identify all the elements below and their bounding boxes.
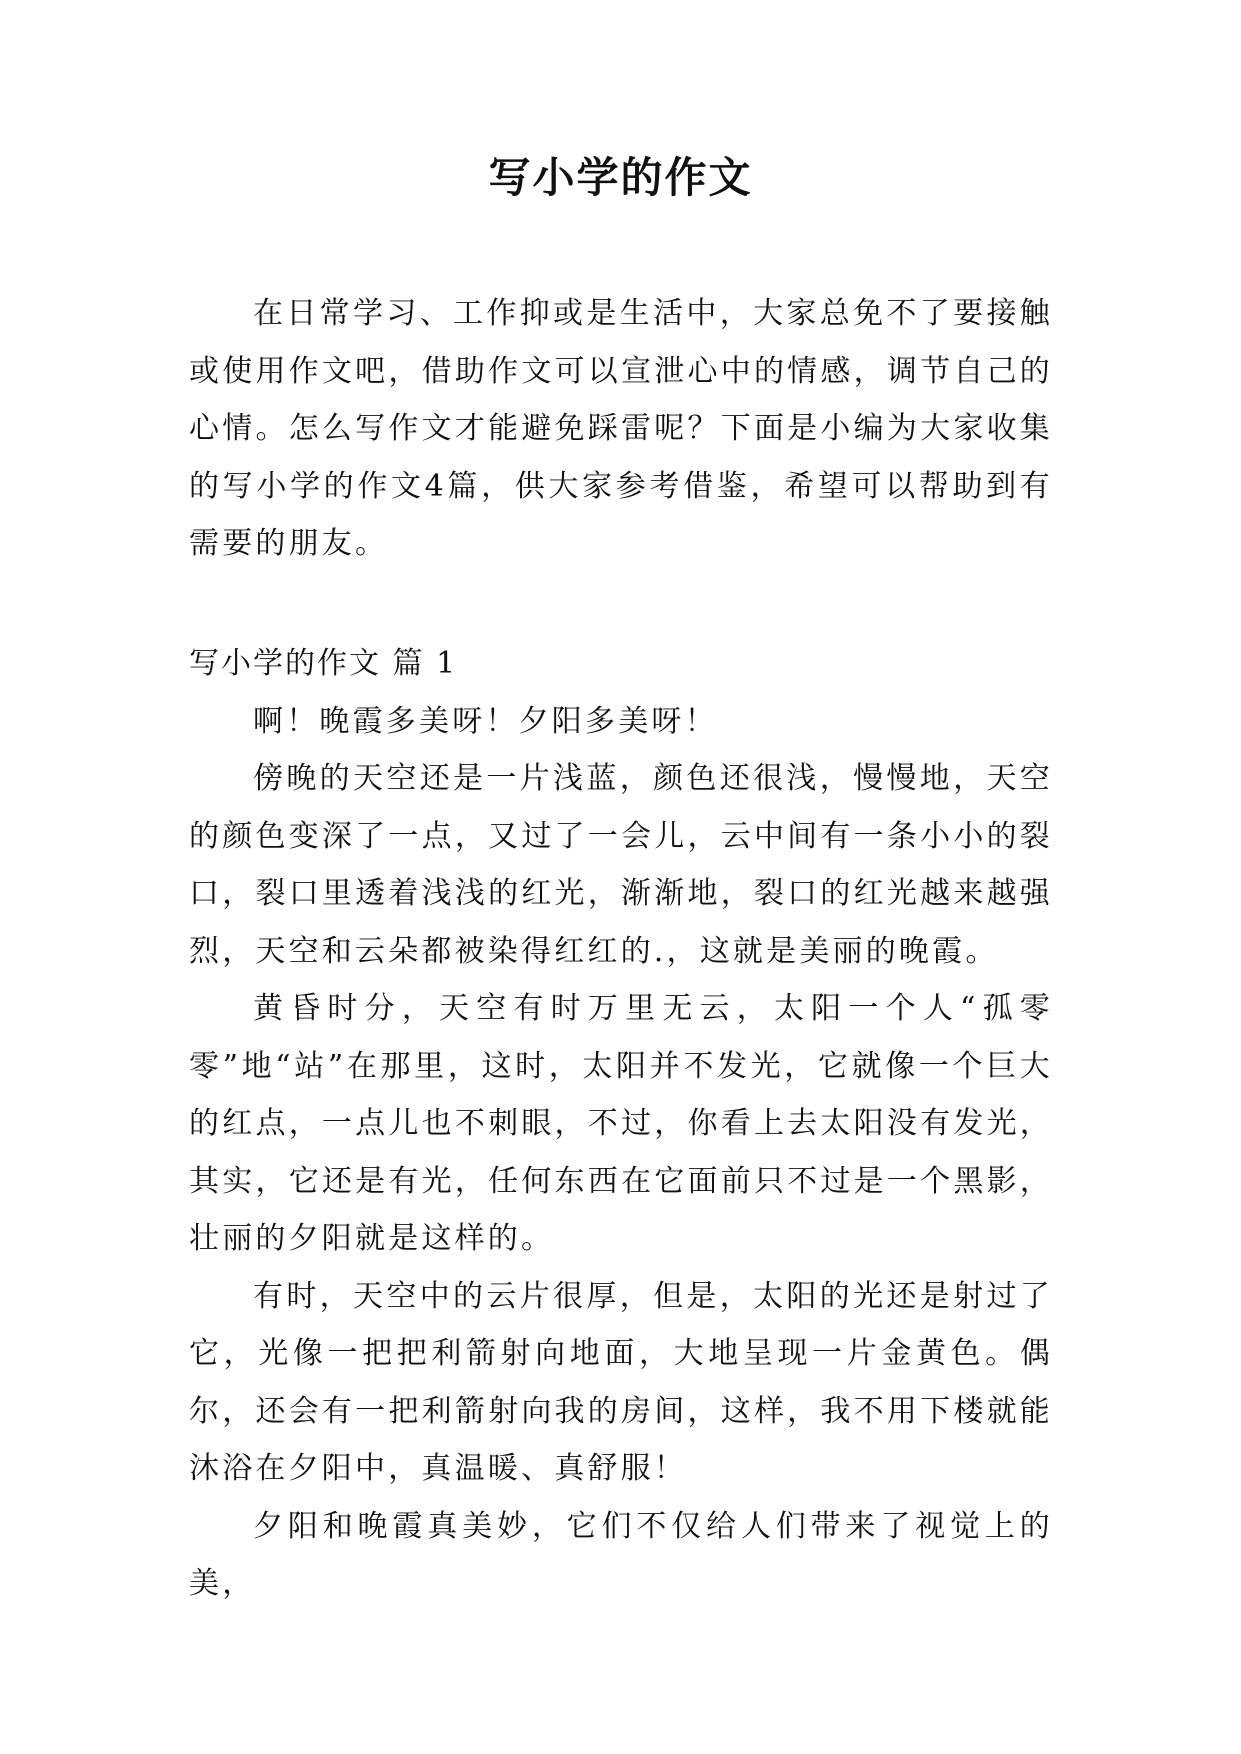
intro-paragraph: 在日常学习、工作抑或是生活中，大家总免不了要接触或使用作文吧，借助作文可以宣泄心中的情感，调节自己的心情。怎么写作文才能避免踩雷呢？下面是小编为大家收集的写小学的作文4篇，供大家参考借鉴，希望可以帮助到有需要的朋友。 (189, 296, 1053, 561)
essay-paragraph-3: 黄昏时分，天空有时万里无云，太阳一个人“孤零零”地“站”在那里，这时，太阳并不发光，它就像一个巨大的红点，一点儿也不刺眼，不过，你看上去太阳没有发光，其实，它还是有光，任何东西在它面前只不过是一个黑影，壮丽的夕阳就是这样的。 (189, 991, 1053, 1256)
section-heading: 写小学的作文 篇 1 (189, 646, 458, 681)
essay-paragraph-2: 傍晚的天空还是一片浅蓝，颜色还很浅，慢慢地，天空的颜色变深了一点，又过了一会儿，云中间有一条小小的裂口，裂口里透着浅浅的红光，渐渐地，裂口的红光越来越强烈，天空和云朵都被染得红红的.，这就是美丽的晚霞。 (189, 761, 1053, 969)
intro-section (189, 285, 1053, 573)
essay-paragraph-5: 夕阳和晚霞真美妙，它们不仅给人们带来了视觉上的美， (189, 1508, 1053, 1601)
essay-section (189, 635, 1053, 1613)
essay-paragraph-4: 有时，天空中的云片很厚，但是，太阳的光还是射过了它，光像一把把利箭射向地面，大地呈现一片金黄色。偶尔，还会有一把利箭射向我的房间，这样，我不用下楼就能沐浴在夕阳中，真温暖、真舒服！ (189, 1278, 1053, 1486)
document-title: 写小学的作文 (488, 153, 753, 202)
essay-paragraph-1: 啊！晚霞多美呀！夕阳多美呀！ (253, 703, 718, 739)
